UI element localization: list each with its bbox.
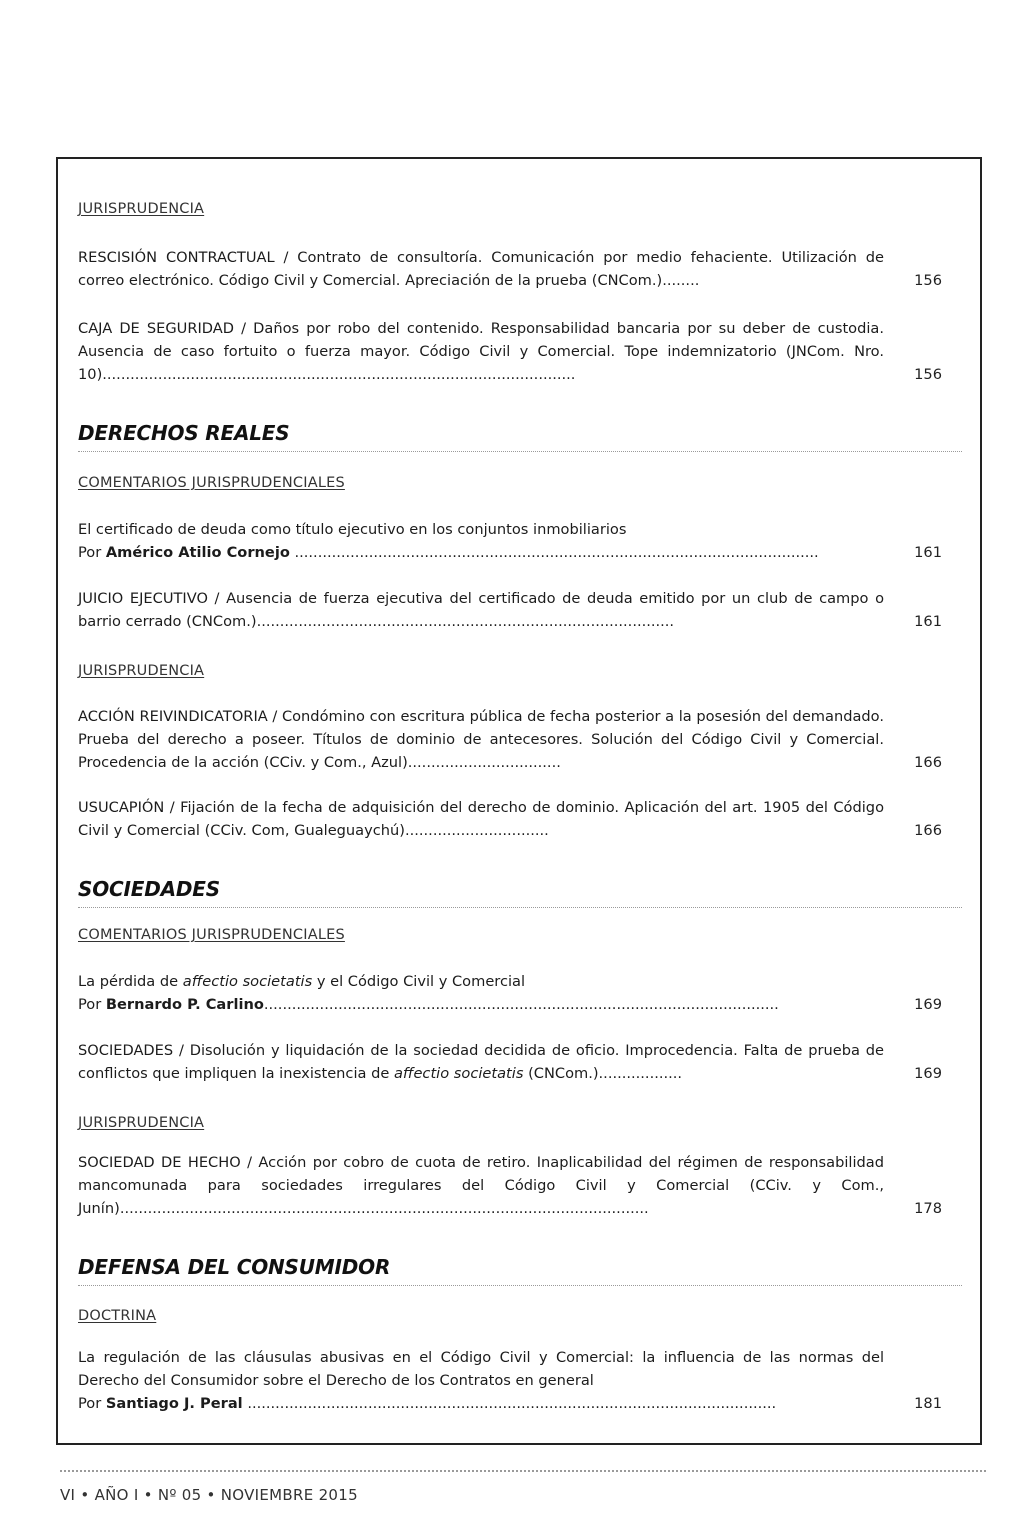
page-number: 161: [914, 544, 942, 561]
index-entry[interactable]: SOCIEDADES / Disolución y liquidación de la sociedad decidida de oficio. Improcedencia. Falta de prueba de conflictos que impliquen la inexistencia de affectio societatis (CNCom.).................. 169: [78, 1039, 962, 1085]
subhead-jurisprudencia: JURISPRUDENCIA: [78, 663, 205, 679]
index-entry[interactable]: El certificado de deuda como título ejecutivo en los conjuntos inmobiliarios Por Américo Atilio Cornejo ................................................................................................................. 161: [78, 518, 962, 564]
entry-text: JUICIO EJECUTIVO / Ausencia de fuerza ejecutiva del certificado de deuda emitido por un club de campo o barrio cerrado (CNCom.): [78, 590, 884, 630]
entry-title: La regulación de las cláusulas abusivas en el Código Civil y Comercial: la influencia de las normas del Derecho del Consumidor sobre el Derecho de los Contratos en general: [78, 1349, 884, 1389]
author-name: Santiago J. Peral: [105, 1395, 243, 1412]
subhead-comentarios: COMENTARIOS JURISPRUDENCIALES: [78, 927, 345, 943]
index-entry[interactable]: RESCISIÓN CONTRACTUAL / Contrato de consultoría. Comunicación por medio fehaciente. Utilización de correo electrónico. Código Civil y Comercial. Apreciación de la prueba (CNCom.)........ 156: [78, 246, 962, 292]
index-entry[interactable]: La regulación de las cláusulas abusivas en el Código Civil y Comercial: la influencia de las normas del Derecho del Consumidor sobre el Derecho de los Contratos en general Por Santiago J. Peral .................................................................................................................. 181: [78, 1346, 962, 1415]
subhead-jurisprudencia: JURISPRUDENCIA: [78, 1115, 205, 1131]
entry-text: ACCIÓN REIVINDICATORIA / Condómino con escritura pública de fecha posterior a la posesión del demandado. Prueba del derecho a poseer. Títulos de dominio de antecesores. Solución del Código Civil y Comercial. Procedencia de la acción (CCiv. y Com., Azul): [78, 708, 884, 771]
por-label: Por: [78, 544, 102, 561]
entry-text: SOCIEDADES / Disolución y liquidación de la sociedad decidida de oficio. Improcedencia. Falta de prueba de conflictos que impliquen la inexistencia de: [78, 1042, 884, 1082]
index-entry[interactable]: SOCIEDAD DE HECHO / Acción por cobro de cuota de retiro. Inaplicabilidad del régimen de responsabilidad mancomunada para sociedades irregulares del Código Civil y Comercial (CCiv. y Com., Junín).................................................................................................................. 178: [78, 1151, 962, 1220]
entry-text-post: (CNCom.): [523, 1065, 599, 1082]
index-entry[interactable]: USUCAPIÓN / Fijación de la fecha de adquisición del derecho de dominio. Aplicación del art. 1905 del Código Civil y Comercial (CCiv. Com, Gualeguaychú)............................... 166: [78, 796, 962, 842]
por-label: Por: [78, 996, 102, 1013]
page-footer: VI • AÑO I • Nº 05 • NOVIEMBRE 2015: [60, 1486, 358, 1504]
author-name: Américo Atilio Cornejo: [105, 544, 290, 561]
entry-text: RESCISIÓN CONTRACTUAL / Contrato de consultoría. Comunicación por medio fehaciente. Utilización de correo electrónico. Código Civil y Comercial. Apreciación de la prueba (CNCom.): [78, 249, 884, 289]
page-number: 169: [914, 1065, 942, 1082]
page-number: 169: [914, 996, 942, 1013]
page-number: 181: [914, 1395, 942, 1412]
index-frame: [56, 157, 982, 1445]
section-title: SOCIEDADES: [78, 877, 962, 908]
entry-text-italic: affectio societatis: [393, 1065, 524, 1082]
page-number: 166: [914, 822, 942, 839]
index-entry[interactable]: JUICIO EJECUTIVO / Ausencia de fuerza ejecutiva del certificado de deuda emitido por un club de campo o barrio cerrado (CNCom.).......................................................................................... 161: [78, 587, 962, 633]
entry-text: CAJA DE SEGURIDAD / Daños por robo del contenido. Responsabilidad bancaria por su deber de custodia. Ausencia de caso fortuito o fuerza mayor. Código Civil y Comercial. Tope indemnizatorio (JNCom. Nro. 10): [78, 320, 884, 383]
subhead-comentarios: COMENTARIOS JURISPRUDENCIALES: [78, 475, 345, 491]
entry-text: SOCIEDAD DE HECHO / Acción por cobro de cuota de retiro. Inaplicabilidad del régimen de responsabilidad mancomunada para sociedades irregulares del Código Civil y Comercial (CCiv. y Com., Junín): [78, 1154, 884, 1217]
section-title: DERECHOS REALES: [78, 421, 962, 452]
entry-title-pre: La pérdida de: [78, 973, 183, 990]
page-number: 161: [914, 613, 942, 630]
author-name: Bernardo P. Carlino: [105, 996, 264, 1013]
index-entry[interactable]: ACCIÓN REIVINDICATORIA / Condómino con escritura pública de fecha posterior a la posesión del demandado. Prueba del derecho a poseer. Títulos de dominio de antecesores. Solución del Código Civil y Comercial. Procedencia de la acción (CCiv. y Com., Azul)................................. 166: [78, 705, 962, 774]
subhead-doctrina: DOCTRINA: [78, 1308, 157, 1324]
index-entry[interactable]: La pérdida de affectio societatis y el Código Civil y Comercial Por Bernardo P. Carlino............................................................................................................... 169: [78, 970, 962, 1016]
page-number: 166: [914, 754, 942, 771]
page-number: 178: [914, 1200, 942, 1217]
entry-title-post: y el Código Civil y Comercial: [312, 973, 526, 990]
section-title: DEFENSA DEL CONSUMIDOR: [78, 1255, 962, 1286]
footer-rule: [60, 1470, 986, 1472]
index-entry[interactable]: CAJA DE SEGURIDAD / Daños por robo del contenido. Responsabilidad bancaria por su deber de custodia. Ausencia de caso fortuito o fuerza mayor. Código Civil y Comercial. Tope indemnizatorio (JNCom. Nro. 10)...................................................................................................... 156: [78, 317, 962, 386]
page-number: 156: [914, 366, 942, 383]
entry-title-italic: affectio societatis: [182, 973, 313, 990]
page-number: 156: [914, 272, 942, 289]
entry-text: USUCAPIÓN / Fijación de la fecha de adquisición del derecho de dominio. Aplicación del art. 1905 del Código Civil y Comercial (CCiv. Com, Gualeguaychú): [78, 799, 884, 839]
subhead-jurisprudencia: JURISPRUDENCIA: [78, 201, 205, 217]
por-label: Por: [78, 1395, 102, 1412]
entry-title: El certificado de deuda como título ejecutivo en los conjuntos inmobiliarios: [78, 521, 627, 538]
